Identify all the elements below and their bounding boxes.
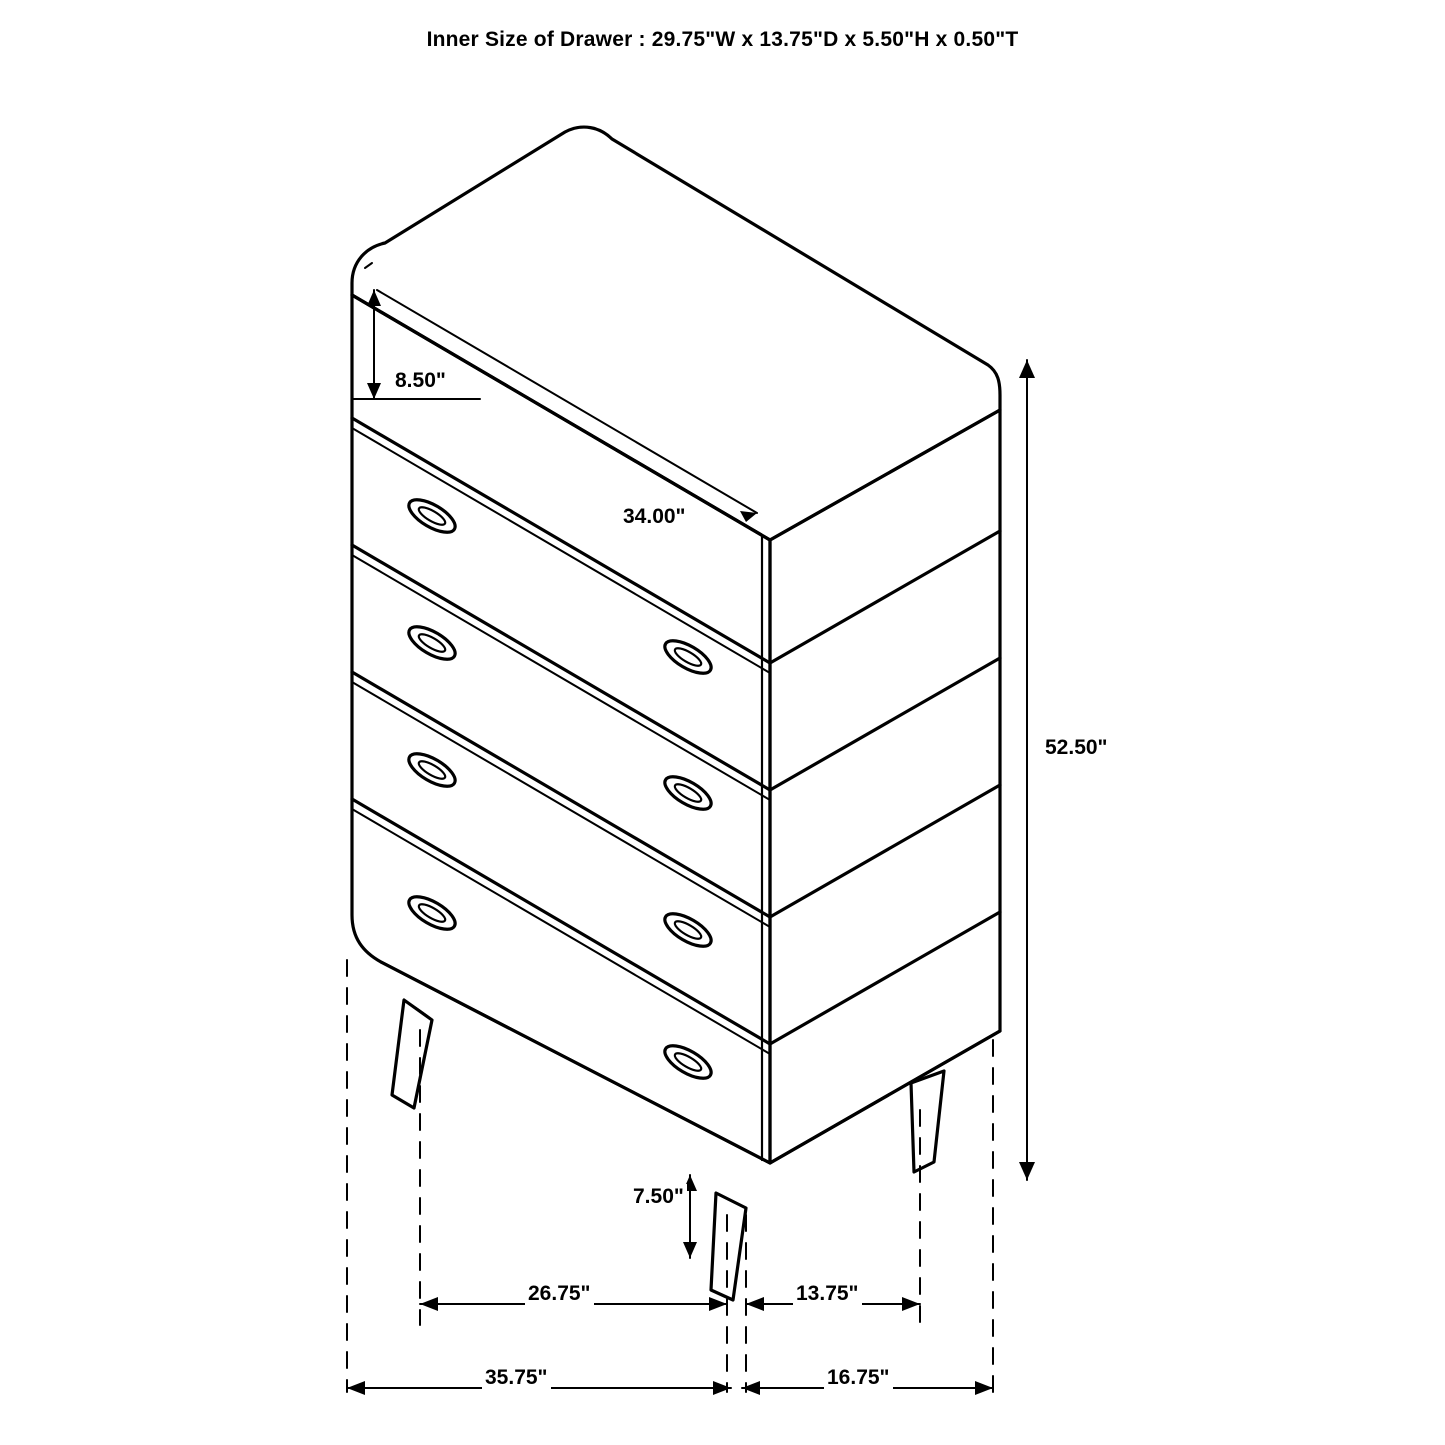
side-drawer-line-2: [770, 658, 1000, 790]
dim-label-leg-height: 7.50": [630, 1184, 687, 1210]
dim-34-00: [377, 290, 757, 522]
drawer-groove-3: [352, 682, 770, 927]
drawer-groove-2: [352, 555, 770, 800]
leg-front-left-top: [404, 1000, 432, 1020]
drawer-pull-right-2: [660, 770, 716, 815]
extension-lines: [347, 960, 993, 1392]
drawer-groove-1: [352, 428, 770, 673]
dim-label-top-panel-height: 8.50": [392, 368, 449, 394]
drawer-pull-right-1: [660, 634, 716, 679]
cabinet-top: [352, 127, 1000, 540]
side-drawer-line-1: [770, 531, 1000, 663]
drawer-pull-left-3: [404, 747, 460, 792]
leg-front-right-top: [716, 1193, 746, 1208]
drawer-pull-right-3: [660, 907, 716, 952]
dim-label-overall-side-depth: 16.75": [824, 1365, 893, 1391]
dim-label-overall-front-width: 35.75": [482, 1365, 551, 1391]
dim-label-total-height: 52.50": [1042, 735, 1111, 761]
leg-front-right: [711, 1193, 746, 1300]
dim-label-side-base-depth: 13.75": [793, 1281, 862, 1307]
front-panel: [352, 295, 770, 1163]
drawer-pull-left-2: [404, 620, 460, 665]
drawer-pull-left-1: [404, 493, 460, 538]
page-title: Inner Size of Drawer : 29.75"W x 13.75"D x 5.50"H x 0.50"T: [426, 28, 1019, 51]
dim-52-50: [1019, 360, 1035, 1180]
drawer-pull-right-4: [660, 1039, 716, 1084]
cabinet-bottom-edge: [381, 962, 1000, 1163]
dim-label-front-width: 34.00": [620, 504, 689, 530]
dim-label-front-base-width: 26.75": [525, 1281, 594, 1307]
side-drawer-line-4: [770, 912, 1000, 1044]
side-drawer-line-3: [770, 785, 1000, 917]
leg-back-right: [911, 1071, 944, 1172]
drawer-pull-left-4: [404, 890, 460, 935]
top-corner-detail: [365, 263, 372, 268]
